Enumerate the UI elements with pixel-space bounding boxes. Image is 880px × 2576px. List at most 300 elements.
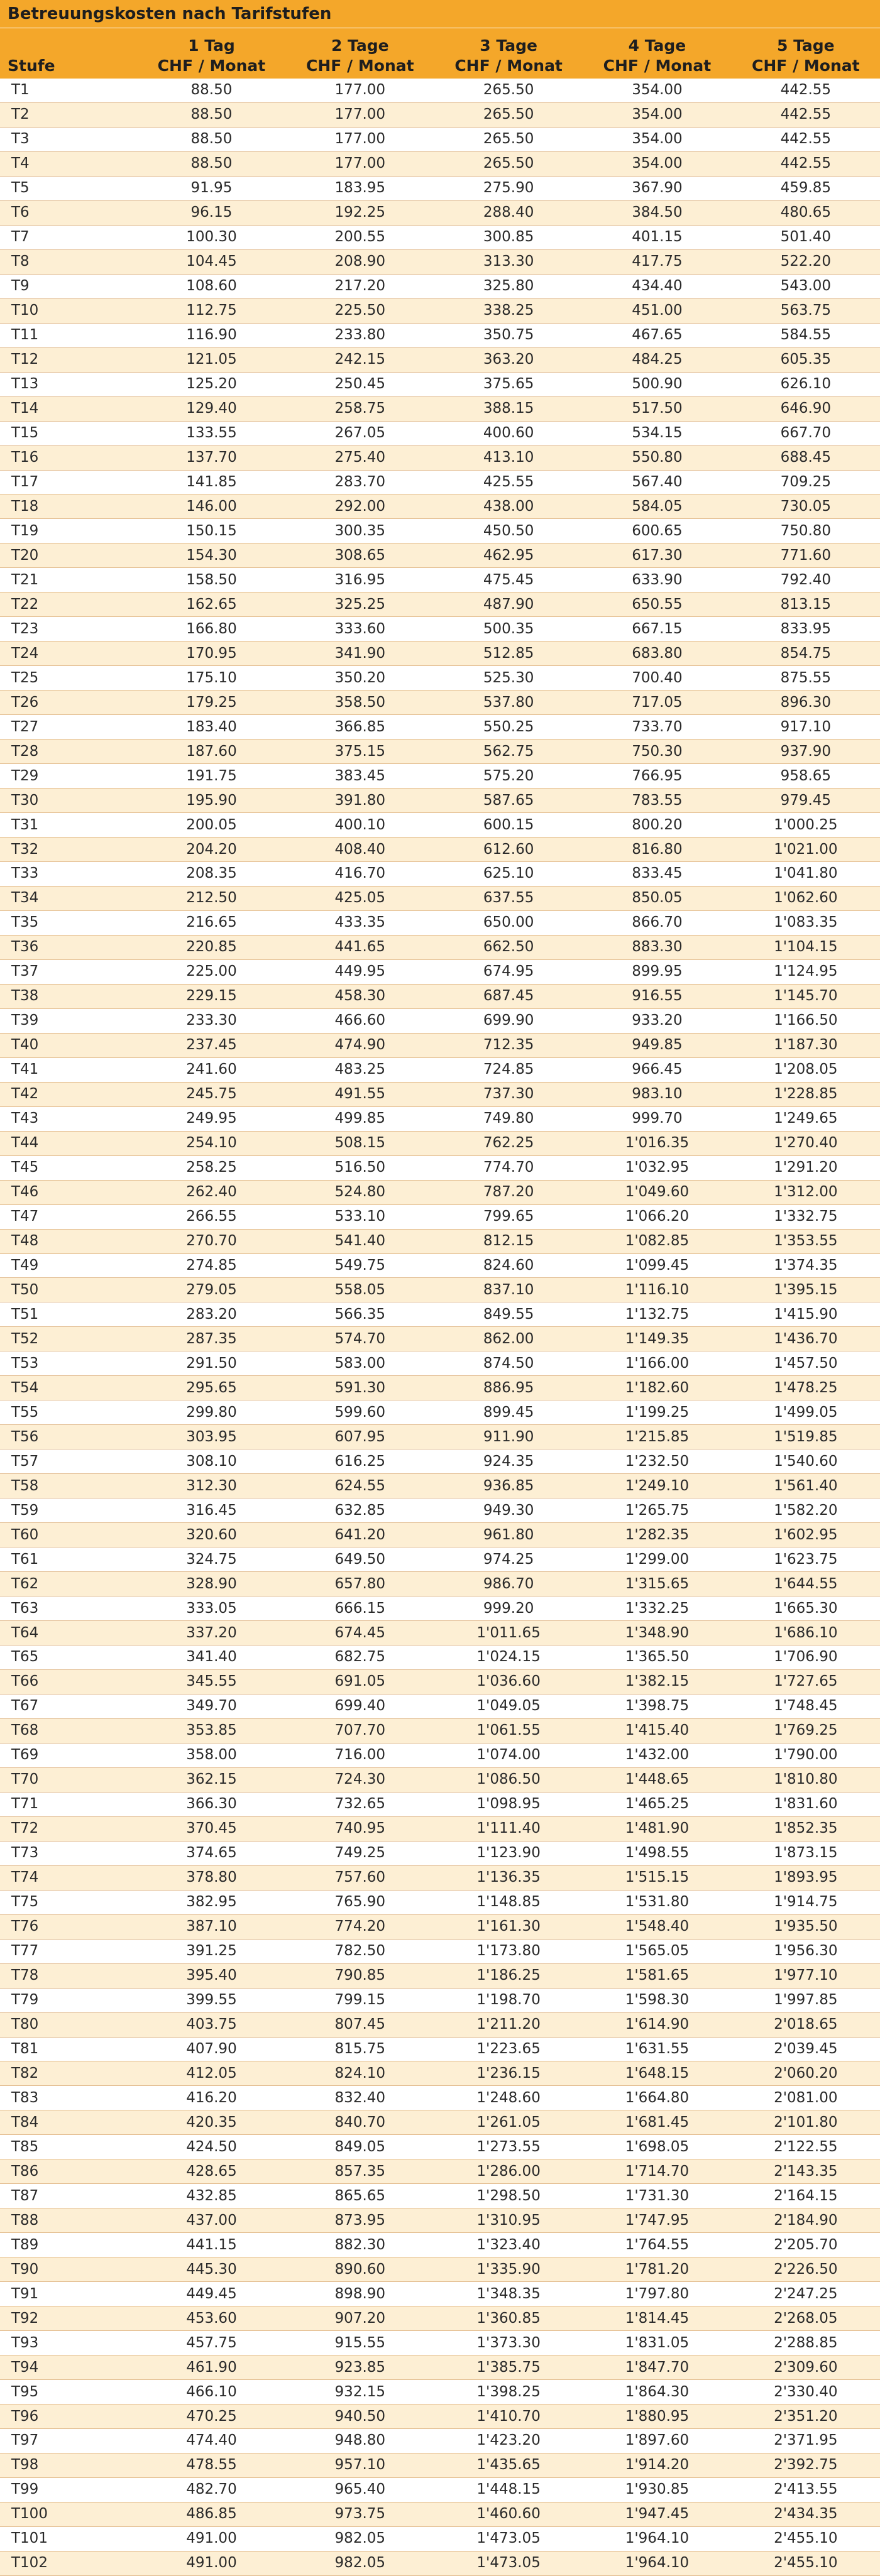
- cell-4-tage: 1'132.75: [583, 1302, 731, 1327]
- cell-stufe: T17: [0, 470, 137, 494]
- cell-stufe: T60: [0, 1523, 137, 1547]
- cell-5-tage: 2'288.85: [732, 2331, 880, 2355]
- cell-5-tage: 2'164.15: [732, 2184, 880, 2208]
- cell-stufe: T79: [0, 1988, 137, 2012]
- cell-2-tage: 383.45: [286, 764, 434, 789]
- cell-3-tage: 1'136.35: [434, 1865, 583, 1890]
- table-row: [0, 1572, 880, 1596]
- cell-stufe: T40: [0, 1033, 137, 1057]
- cell-stufe: T26: [0, 690, 137, 715]
- cell-stufe: T43: [0, 1106, 137, 1131]
- cell-3-tage: 1'261.05: [434, 2110, 583, 2135]
- table-row: [0, 1327, 880, 1351]
- table-row: [0, 2257, 880, 2282]
- table-row: [0, 1547, 880, 1572]
- cell-3-tage: 949.30: [434, 1498, 583, 1523]
- cell-1-tag: 328.90: [137, 1572, 285, 1596]
- cell-4-tage: 750.30: [583, 740, 731, 764]
- cell-5-tage: 2'455.10: [732, 2551, 880, 2575]
- cell-5-tage: 667.70: [732, 421, 880, 445]
- cell-3-tage: 1'248.60: [434, 2086, 583, 2110]
- cell-3-tage: 1'423.20: [434, 2429, 583, 2453]
- cell-3-tage: 774.70: [434, 1155, 583, 1180]
- cell-5-tage: 1'415.90: [732, 1302, 880, 1327]
- cell-4-tage: 1'249.10: [583, 1474, 731, 1498]
- cell-4-tage: 517.50: [583, 396, 731, 421]
- cell-4-tage: 354.00: [583, 79, 731, 102]
- cell-3-tage: 762.25: [434, 1131, 583, 1155]
- cell-5-tage: 2'309.60: [732, 2355, 880, 2380]
- cell-stufe: T70: [0, 1767, 137, 1792]
- cell-4-tage: 650.55: [583, 592, 731, 617]
- table-row: [0, 2037, 880, 2061]
- cell-2-tage: 857.35: [286, 2159, 434, 2184]
- cell-stufe: T39: [0, 1008, 137, 1033]
- cell-3-tage: 812.15: [434, 1229, 583, 1253]
- cell-3-tage: 450.50: [434, 519, 583, 543]
- cell-2-tage: 466.60: [286, 1008, 434, 1033]
- table-row: [0, 176, 880, 200]
- cell-stufe: T95: [0, 2380, 137, 2404]
- cell-1-tag: 470.25: [137, 2404, 285, 2429]
- header-days: 5 Tage: [776, 36, 835, 55]
- cell-1-tag: 233.30: [137, 1008, 285, 1033]
- cell-3-tage: 400.60: [434, 421, 583, 445]
- cell-4-tage: 1'315.65: [583, 1572, 731, 1596]
- cell-4-tage: 534.15: [583, 421, 731, 445]
- cell-4-tage: 966.45: [583, 1057, 731, 1082]
- cell-2-tage: 932.15: [286, 2380, 434, 2404]
- cell-3-tage: 899.45: [434, 1400, 583, 1425]
- cell-stufe: T84: [0, 2110, 137, 2135]
- cell-5-tage: 1'187.30: [732, 1033, 880, 1057]
- cell-stufe: T71: [0, 1792, 137, 1816]
- cell-4-tage: 717.05: [583, 690, 731, 715]
- cell-3-tage: 824.60: [434, 1253, 583, 1278]
- cell-stufe: T7: [0, 225, 137, 249]
- table-row: [0, 2233, 880, 2257]
- cell-4-tage: 401.15: [583, 225, 731, 249]
- cell-1-tag: 162.65: [137, 592, 285, 617]
- cell-stufe: T98: [0, 2453, 137, 2477]
- cell-stufe: T74: [0, 1865, 137, 1890]
- cell-4-tage: 1'698.05: [583, 2135, 731, 2159]
- cell-5-tage: 1'956.30: [732, 1939, 880, 1963]
- cell-2-tage: 250.45: [286, 372, 434, 396]
- cell-3-tage: 325.80: [434, 274, 583, 298]
- cell-1-tag: 353.85: [137, 1718, 285, 1743]
- cell-1-tag: 175.10: [137, 666, 285, 690]
- cell-4-tage: 1'299.00: [583, 1547, 731, 1572]
- cell-1-tag: 341.40: [137, 1645, 285, 1670]
- cell-5-tage: 730.05: [732, 494, 880, 519]
- table-row: [0, 1376, 880, 1400]
- header-days: 3 Tage: [480, 36, 537, 55]
- cell-2-tage: 649.50: [286, 1547, 434, 1572]
- cell-1-tag: 466.10: [137, 2380, 285, 2404]
- cell-2-tage: 915.55: [286, 2331, 434, 2355]
- cell-3-tage: 562.75: [434, 740, 583, 764]
- cell-1-tag: 482.70: [137, 2477, 285, 2502]
- table-row: [0, 1180, 880, 1204]
- cell-4-tage: 1'116.10: [583, 1278, 731, 1302]
- cell-2-tage: 177.00: [286, 102, 434, 127]
- cell-5-tage: 1'208.05: [732, 1057, 880, 1082]
- cell-5-tage: 1'312.00: [732, 1180, 880, 1204]
- cell-5-tage: 1'021.00: [732, 838, 880, 862]
- cell-5-tage: 2'413.55: [732, 2477, 880, 2502]
- cell-2-tage: 790.85: [286, 1963, 434, 1988]
- cell-5-tage: 1'124.95: [732, 959, 880, 984]
- cell-4-tage: 1'032.95: [583, 1155, 731, 1180]
- cell-1-tag: 441.15: [137, 2233, 285, 2257]
- cell-4-tage: 1'764.55: [583, 2233, 731, 2257]
- cell-5-tage: 1'561.40: [732, 1474, 880, 1498]
- cell-5-tage: 1'000.25: [732, 813, 880, 838]
- cell-2-tage: 716.00: [286, 1743, 434, 1767]
- cell-5-tage: 854.75: [732, 641, 880, 666]
- cell-5-tage: 442.55: [732, 102, 880, 127]
- cell-2-tage: 982.05: [286, 2551, 434, 2575]
- cell-stufe: T35: [0, 910, 137, 935]
- cell-2-tage: 849.05: [286, 2135, 434, 2159]
- cell-3-tage: 1'098.95: [434, 1792, 583, 1816]
- cell-4-tage: 1'747.95: [583, 2208, 731, 2233]
- cell-2-tage: 957.10: [286, 2453, 434, 2477]
- cell-4-tage: 1'282.35: [583, 1523, 731, 1547]
- cell-stufe: T83: [0, 2086, 137, 2110]
- cell-1-tag: 287.35: [137, 1327, 285, 1351]
- cell-2-tage: 200.55: [286, 225, 434, 249]
- table-row: [0, 886, 880, 910]
- cell-4-tage: 1'498.55: [583, 1841, 731, 1865]
- cell-4-tage: 1'847.70: [583, 2355, 731, 2380]
- table-row: [0, 323, 880, 347]
- table-row: [0, 568, 880, 592]
- cell-2-tage: 566.35: [286, 1302, 434, 1327]
- cell-3-tage: 600.15: [434, 813, 583, 838]
- cell-2-tage: 358.50: [286, 690, 434, 715]
- cell-3-tage: 525.30: [434, 666, 583, 690]
- cell-5-tage: 1'478.25: [732, 1376, 880, 1400]
- cell-5-tage: 563.75: [732, 298, 880, 323]
- table-row: [0, 1008, 880, 1033]
- cell-2-tage: 973.75: [286, 2502, 434, 2526]
- cell-1-tag: 412.05: [137, 2061, 285, 2086]
- cell-3-tage: 1'385.75: [434, 2355, 583, 2380]
- cell-2-tage: 533.10: [286, 1204, 434, 1229]
- cell-stufe: T89: [0, 2233, 137, 2257]
- cell-4-tage: 384.50: [583, 200, 731, 225]
- table-row: [0, 1939, 880, 1963]
- cell-2-tage: 474.90: [286, 1033, 434, 1057]
- cell-5-tage: 605.35: [732, 347, 880, 372]
- cell-1-tag: 291.50: [137, 1351, 285, 1376]
- cell-1-tag: 133.55: [137, 421, 285, 445]
- cell-stufe: T99: [0, 2477, 137, 2502]
- cell-1-tag: 312.30: [137, 1474, 285, 1498]
- cell-3-tage: 587.65: [434, 789, 583, 813]
- cell-5-tage: 2'247.25: [732, 2282, 880, 2306]
- cell-5-tage: 1'893.95: [732, 1865, 880, 1890]
- cell-5-tage: 1'623.75: [732, 1547, 880, 1572]
- cell-3-tage: 1'223.65: [434, 2037, 583, 2061]
- cell-5-tage: 1'499.05: [732, 1400, 880, 1425]
- cell-1-tag: 378.80: [137, 1865, 285, 1890]
- cell-stufe: T67: [0, 1694, 137, 1718]
- table-row: [0, 1351, 880, 1376]
- cell-5-tage: 1'602.95: [732, 1523, 880, 1547]
- cell-stufe: T94: [0, 2355, 137, 2380]
- cell-1-tag: 258.25: [137, 1155, 285, 1180]
- cell-5-tage: 1'436.70: [732, 1327, 880, 1351]
- cell-2-tage: 425.05: [286, 886, 434, 910]
- cell-2-tage: 433.35: [286, 910, 434, 935]
- table-row: [0, 2306, 880, 2331]
- cell-5-tage: 792.40: [732, 568, 880, 592]
- table-row: [0, 421, 880, 445]
- cell-3-tage: 712.35: [434, 1033, 583, 1057]
- cell-2-tage: 192.25: [286, 200, 434, 225]
- table-row: [0, 2282, 880, 2306]
- cell-3-tage: 1'473.05: [434, 2551, 583, 2575]
- cell-2-tage: 657.80: [286, 1572, 434, 1596]
- cell-4-tage: 899.95: [583, 959, 731, 984]
- cell-stufe: T59: [0, 1498, 137, 1523]
- cell-4-tage: 1'082.85: [583, 1229, 731, 1253]
- cell-stufe: T62: [0, 1572, 137, 1596]
- cell-1-tag: 478.55: [137, 2453, 285, 2477]
- cell-1-tag: 453.60: [137, 2306, 285, 2331]
- table-row: [0, 813, 880, 838]
- cell-stufe: T4: [0, 151, 137, 176]
- cell-5-tage: 2'018.65: [732, 2012, 880, 2037]
- cell-2-tage: 666.15: [286, 1596, 434, 1621]
- cell-stufe: T51: [0, 1302, 137, 1327]
- cell-2-tage: 599.60: [286, 1400, 434, 1425]
- cell-4-tage: 933.20: [583, 1008, 731, 1033]
- cell-5-tage: 1'790.00: [732, 1743, 880, 1767]
- cell-2-tage: 824.10: [286, 2061, 434, 2086]
- cell-4-tage: 354.00: [583, 151, 731, 176]
- cell-1-tag: 166.80: [137, 617, 285, 641]
- table-row: [0, 2086, 880, 2110]
- cell-3-tage: 1'360.85: [434, 2306, 583, 2331]
- cell-1-tag: 129.40: [137, 396, 285, 421]
- cell-1-tag: 337.20: [137, 1621, 285, 1645]
- table-row: [0, 2061, 880, 2086]
- table-row: [0, 641, 880, 666]
- table-row: [0, 617, 880, 641]
- table-row: [0, 2159, 880, 2184]
- cell-4-tage: 1'614.90: [583, 2012, 731, 2037]
- cell-2-tage: 757.60: [286, 1865, 434, 1890]
- cell-stufe: T45: [0, 1155, 137, 1180]
- table-row: [0, 1253, 880, 1278]
- cell-4-tage: 1'964.10: [583, 2526, 731, 2551]
- cell-3-tage: 961.80: [434, 1523, 583, 1547]
- cell-3-tage: 1'373.30: [434, 2331, 583, 2355]
- cell-3-tage: 924.35: [434, 1449, 583, 1474]
- table-row: [0, 2453, 880, 2477]
- cell-5-tage: 2'205.70: [732, 2233, 880, 2257]
- cell-5-tage: 1'166.50: [732, 1008, 880, 1033]
- cell-stufe: T86: [0, 2159, 137, 2184]
- cell-4-tage: 1'149.35: [583, 1327, 731, 1351]
- cell-3-tage: 1'236.15: [434, 2061, 583, 2086]
- cell-3-tage: 313.30: [434, 249, 583, 274]
- cell-4-tage: 584.05: [583, 494, 731, 519]
- table-row: [0, 2380, 880, 2404]
- cell-stufe: T72: [0, 1816, 137, 1841]
- cell-3-tage: 849.55: [434, 1302, 583, 1327]
- cell-4-tage: 850.05: [583, 886, 731, 910]
- cell-stufe: T56: [0, 1425, 137, 1449]
- cell-1-tag: 191.75: [137, 764, 285, 789]
- cell-stufe: T30: [0, 789, 137, 813]
- cell-3-tage: 874.50: [434, 1351, 583, 1376]
- cell-4-tage: 1'880.95: [583, 2404, 731, 2429]
- cell-5-tage: 1'228.85: [732, 1082, 880, 1106]
- cell-1-tag: 96.15: [137, 200, 285, 225]
- cell-1-tag: 187.60: [137, 740, 285, 764]
- cell-stufe: T19: [0, 519, 137, 543]
- header-unit: CHF / Monat: [603, 57, 712, 75]
- cell-5-tage: 1'540.60: [732, 1449, 880, 1474]
- table-row: [0, 470, 880, 494]
- table-row: [0, 1816, 880, 1841]
- cell-5-tage: 2'434.35: [732, 2502, 880, 2526]
- cell-3-tage: 265.50: [434, 102, 583, 127]
- cell-2-tage: 449.95: [286, 959, 434, 984]
- cell-3-tage: 462.95: [434, 543, 583, 568]
- cell-4-tage: 883.30: [583, 935, 731, 959]
- cell-2-tage: 691.05: [286, 1669, 434, 1694]
- cell-2-tage: 177.00: [286, 79, 434, 102]
- table-row: [0, 764, 880, 789]
- cell-3-tage: 1'173.80: [434, 1939, 583, 1963]
- cell-2-tage: 624.55: [286, 1474, 434, 1498]
- cell-2-tage: 583.00: [286, 1351, 434, 1376]
- cell-stufe: T55: [0, 1400, 137, 1425]
- cell-2-tage: 375.15: [286, 740, 434, 764]
- table-row: [0, 1865, 880, 1890]
- cell-5-tage: 522.20: [732, 249, 880, 274]
- cell-3-tage: 1'049.05: [434, 1694, 583, 1718]
- table-row: [0, 1621, 880, 1645]
- cell-stufe: T88: [0, 2208, 137, 2233]
- cell-4-tage: 1'332.25: [583, 1596, 731, 1621]
- cell-stufe: T21: [0, 568, 137, 592]
- table-row: [0, 2331, 880, 2355]
- cell-4-tage: 667.15: [583, 617, 731, 641]
- cell-2-tage: 350.20: [286, 666, 434, 690]
- table-row: [0, 2477, 880, 2502]
- cell-stufe: T64: [0, 1621, 137, 1645]
- cell-1-tag: 200.05: [137, 813, 285, 838]
- cell-1-tag: 437.00: [137, 2208, 285, 2233]
- cell-5-tage: 1'291.20: [732, 1155, 880, 1180]
- table-row: [0, 2184, 880, 2208]
- cell-stufe: T15: [0, 421, 137, 445]
- cell-stufe: T93: [0, 2331, 137, 2355]
- cell-2-tage: 316.95: [286, 568, 434, 592]
- cell-2-tage: 416.70: [286, 862, 434, 887]
- cell-stufe: T31: [0, 813, 137, 838]
- cell-1-tag: 104.45: [137, 249, 285, 274]
- table-row: [0, 1302, 880, 1327]
- cell-1-tag: 112.75: [137, 298, 285, 323]
- cell-stufe: T97: [0, 2429, 137, 2453]
- cell-2-tage: 292.00: [286, 494, 434, 519]
- cell-5-tage: 1'249.65: [732, 1106, 880, 1131]
- cell-3-tage: 575.20: [434, 764, 583, 789]
- header-days: 2 Tage: [331, 36, 389, 55]
- cell-stufe: T25: [0, 666, 137, 690]
- cell-3-tage: 265.50: [434, 127, 583, 151]
- cell-2-tage: 366.85: [286, 715, 434, 740]
- cell-2-tage: 558.05: [286, 1278, 434, 1302]
- table-row: [0, 1645, 880, 1670]
- table-row: [0, 2012, 880, 2037]
- table-row: [0, 740, 880, 764]
- cell-stufe: T24: [0, 641, 137, 666]
- table-row: [0, 2208, 880, 2233]
- table-row: [0, 592, 880, 617]
- cell-4-tage: 1'631.55: [583, 2037, 731, 2061]
- cell-5-tage: 1'769.25: [732, 1718, 880, 1743]
- cell-stufe: T57: [0, 1449, 137, 1474]
- cell-2-tage: 308.65: [286, 543, 434, 568]
- cell-1-tag: 266.55: [137, 1204, 285, 1229]
- table-row: [0, 789, 880, 813]
- cell-5-tage: 1'395.15: [732, 1278, 880, 1302]
- cell-3-tage: 749.80: [434, 1106, 583, 1131]
- cell-5-tage: 480.65: [732, 200, 880, 225]
- cell-1-tag: 308.10: [137, 1449, 285, 1474]
- cell-4-tage: 1'382.15: [583, 1669, 731, 1694]
- table-row: [0, 984, 880, 1008]
- cell-1-tag: 391.25: [137, 1939, 285, 1963]
- cell-2-tage: 441.65: [286, 935, 434, 959]
- cell-4-tage: 1'531.80: [583, 1890, 731, 1914]
- cell-2-tage: 948.80: [286, 2429, 434, 2453]
- cell-1-tag: 474.40: [137, 2429, 285, 2453]
- cell-5-tage: 584.55: [732, 323, 880, 347]
- cell-stufe: T75: [0, 1890, 137, 1914]
- table-row: [0, 2110, 880, 2135]
- cell-3-tage: 862.00: [434, 1327, 583, 1351]
- cell-1-tag: 88.50: [137, 151, 285, 176]
- cell-stufe: T5: [0, 176, 137, 200]
- cell-stufe: T50: [0, 1278, 137, 1302]
- cell-2-tage: 774.20: [286, 1914, 434, 1939]
- header-5-tage: [732, 28, 880, 79]
- table-row: [0, 494, 880, 519]
- table-row: [0, 225, 880, 249]
- cell-3-tage: 625.10: [434, 862, 583, 887]
- cell-4-tage: 550.80: [583, 445, 731, 470]
- table-row: [0, 1498, 880, 1523]
- cell-3-tage: 687.45: [434, 984, 583, 1008]
- cell-1-tag: 403.75: [137, 2012, 285, 2037]
- cell-2-tage: 508.15: [286, 1131, 434, 1155]
- cell-stufe: T90: [0, 2257, 137, 2282]
- cell-3-tage: 375.65: [434, 372, 583, 396]
- cell-3-tage: 837.10: [434, 1278, 583, 1302]
- cell-stufe: T66: [0, 1669, 137, 1694]
- cell-3-tage: 265.50: [434, 79, 583, 102]
